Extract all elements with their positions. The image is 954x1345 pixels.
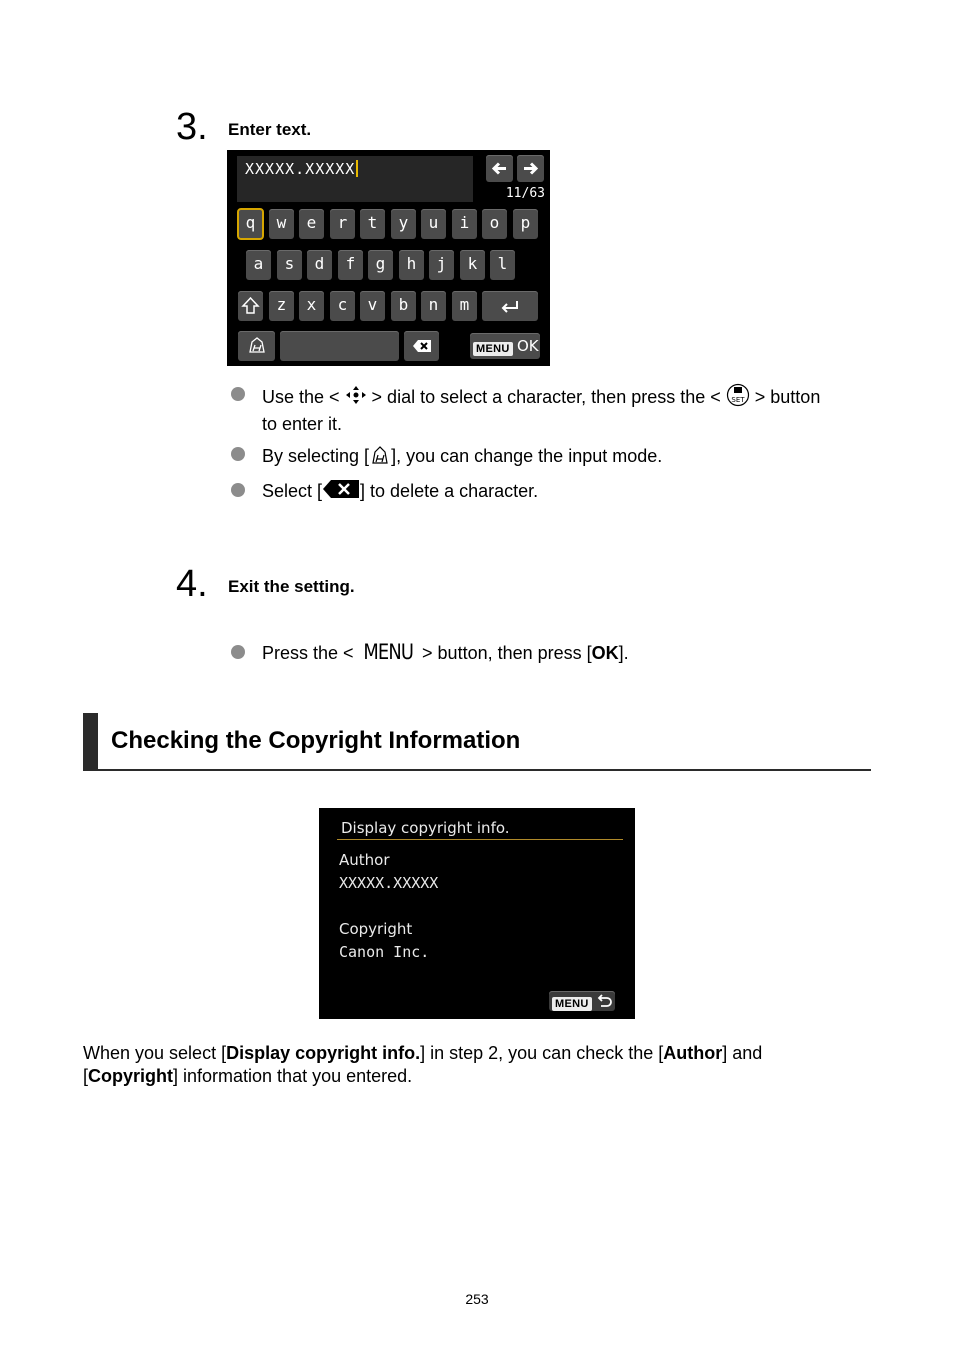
key-o[interactable]: o bbox=[482, 209, 507, 239]
para-text: When you select [ bbox=[83, 1043, 227, 1063]
copyright-info-screen bbox=[319, 808, 635, 1019]
copyright-value: Canon Inc. bbox=[339, 943, 430, 961]
key-s[interactable]: s bbox=[277, 250, 302, 280]
bullet-dot bbox=[231, 387, 245, 401]
space-key[interactable] bbox=[280, 331, 399, 361]
input-mode-key[interactable] bbox=[238, 331, 275, 361]
menu-ok-button[interactable] bbox=[470, 333, 540, 359]
para-bold: Display copyright info. bbox=[226, 1043, 421, 1063]
key-u[interactable]: u bbox=[421, 209, 446, 239]
svg-text:SET: SET bbox=[731, 396, 745, 404]
input-mode-icon bbox=[238, 331, 275, 361]
bullet-text-part: Press the < bbox=[262, 643, 359, 663]
bullet-dot bbox=[231, 645, 245, 659]
bullet-text-part: > button, then press [ bbox=[417, 643, 592, 663]
bullet-input-mode bbox=[262, 443, 662, 471]
enter-key[interactable] bbox=[482, 291, 538, 321]
input-mode-icon bbox=[369, 443, 391, 471]
bullet-dot bbox=[231, 447, 245, 461]
para-text: [ bbox=[83, 1066, 89, 1086]
step-3-title: Enter text. bbox=[228, 120, 312, 139]
page-number: 253 bbox=[465, 1291, 489, 1307]
bullet-text-part: to enter it. bbox=[262, 414, 343, 434]
key-t[interactable]: t bbox=[360, 209, 385, 239]
cursor-right-button[interactable] bbox=[517, 155, 544, 182]
para-text: ] and bbox=[722, 1043, 763, 1063]
copyright-label: Copyright bbox=[339, 920, 413, 938]
key-w[interactable]: w bbox=[269, 209, 294, 239]
section-heading-underline bbox=[83, 769, 871, 771]
title-divider bbox=[337, 839, 623, 840]
step-3-number: 3. bbox=[176, 106, 208, 148]
key-l[interactable]: l bbox=[490, 250, 515, 280]
key-y[interactable]: y bbox=[391, 209, 416, 239]
bullet-text-part: By selecting [ bbox=[262, 445, 370, 466]
key-c[interactable]: c bbox=[330, 291, 355, 321]
key-q[interactable]: q bbox=[238, 209, 263, 239]
bullet-text-part: > button bbox=[749, 386, 821, 407]
section-title: Checking the Copyright Information bbox=[111, 727, 521, 754]
key-n[interactable]: n bbox=[421, 291, 446, 321]
key-k[interactable]: k bbox=[460, 250, 485, 280]
key-m[interactable]: m bbox=[452, 291, 477, 321]
delete-key[interactable] bbox=[404, 331, 439, 361]
menu-badge: MENU bbox=[552, 997, 592, 1011]
text-input-value: XXXXX.XXXXX bbox=[245, 160, 356, 178]
bullet-text-part: Select [ bbox=[262, 480, 323, 501]
enter-icon bbox=[482, 291, 538, 321]
key-g[interactable]: g bbox=[368, 250, 393, 280]
copyright-screen-title: Display copyright info. bbox=[341, 819, 510, 837]
menu-button-label: MENU bbox=[362, 640, 413, 664]
bullet-delete bbox=[262, 479, 538, 505]
delete-icon bbox=[322, 479, 360, 505]
bullet-text-part: ], you can change the input mode. bbox=[391, 445, 663, 466]
text-cursor bbox=[356, 160, 358, 177]
bullet-dial-select bbox=[262, 383, 872, 436]
bullet-text-part: Use the < bbox=[262, 386, 345, 407]
set-button-icon bbox=[726, 383, 750, 413]
key-a[interactable]: a bbox=[246, 250, 271, 280]
key-f[interactable]: f bbox=[338, 250, 363, 280]
key-b[interactable]: b bbox=[391, 291, 416, 321]
back-arrow-icon bbox=[595, 993, 613, 1009]
char-count: 11/63 bbox=[505, 186, 545, 201]
bullet-text-part: ]. bbox=[618, 643, 629, 663]
keyboard-screen bbox=[227, 150, 550, 366]
bullet-text-part: ] to delete a character. bbox=[360, 480, 539, 501]
menu-badge: MENU bbox=[473, 342, 513, 356]
explanation-paragraph bbox=[83, 1042, 873, 1088]
cursor-left-button[interactable] bbox=[486, 155, 513, 182]
para-bold: Author bbox=[663, 1043, 723, 1063]
para-text: ] in step 2, you can check the [ bbox=[420, 1043, 664, 1063]
key-x[interactable]: x bbox=[299, 291, 324, 321]
key-j[interactable]: j bbox=[429, 250, 454, 280]
key-i[interactable]: i bbox=[452, 209, 477, 239]
bullet-text-part: > dial to select a character, then press the < bbox=[366, 386, 726, 407]
key-z[interactable]: z bbox=[269, 291, 294, 321]
bullet-dot bbox=[231, 483, 245, 497]
key-r[interactable]: r bbox=[330, 209, 355, 239]
delete-icon bbox=[404, 331, 439, 361]
arrow-left-icon bbox=[486, 155, 513, 182]
key-e[interactable]: e bbox=[299, 209, 324, 239]
bullet-press-menu bbox=[262, 641, 629, 665]
menu-back-button[interactable] bbox=[549, 991, 615, 1011]
key-p[interactable]: p bbox=[513, 209, 538, 239]
ok-bold: OK bbox=[591, 643, 619, 663]
multi-controller-icon bbox=[345, 385, 367, 411]
author-label: Author bbox=[339, 851, 390, 869]
ok-label: OK bbox=[517, 337, 539, 355]
para-text: ] information that you entered. bbox=[173, 1066, 413, 1086]
key-v[interactable]: v bbox=[360, 291, 385, 321]
key-d[interactable]: d bbox=[307, 250, 332, 280]
shift-key[interactable] bbox=[238, 291, 263, 321]
text-input-field[interactable] bbox=[237, 156, 473, 202]
step-4-number: 4. bbox=[176, 563, 208, 605]
arrow-right-icon bbox=[517, 155, 544, 182]
section-heading-bar bbox=[83, 713, 98, 771]
author-value: XXXXX.XXXXX bbox=[339, 874, 439, 892]
shift-icon bbox=[238, 291, 263, 321]
para-bold: Copyright bbox=[88, 1066, 174, 1086]
step-4-title: Exit the setting. bbox=[228, 577, 355, 596]
key-h[interactable]: h bbox=[399, 250, 424, 280]
